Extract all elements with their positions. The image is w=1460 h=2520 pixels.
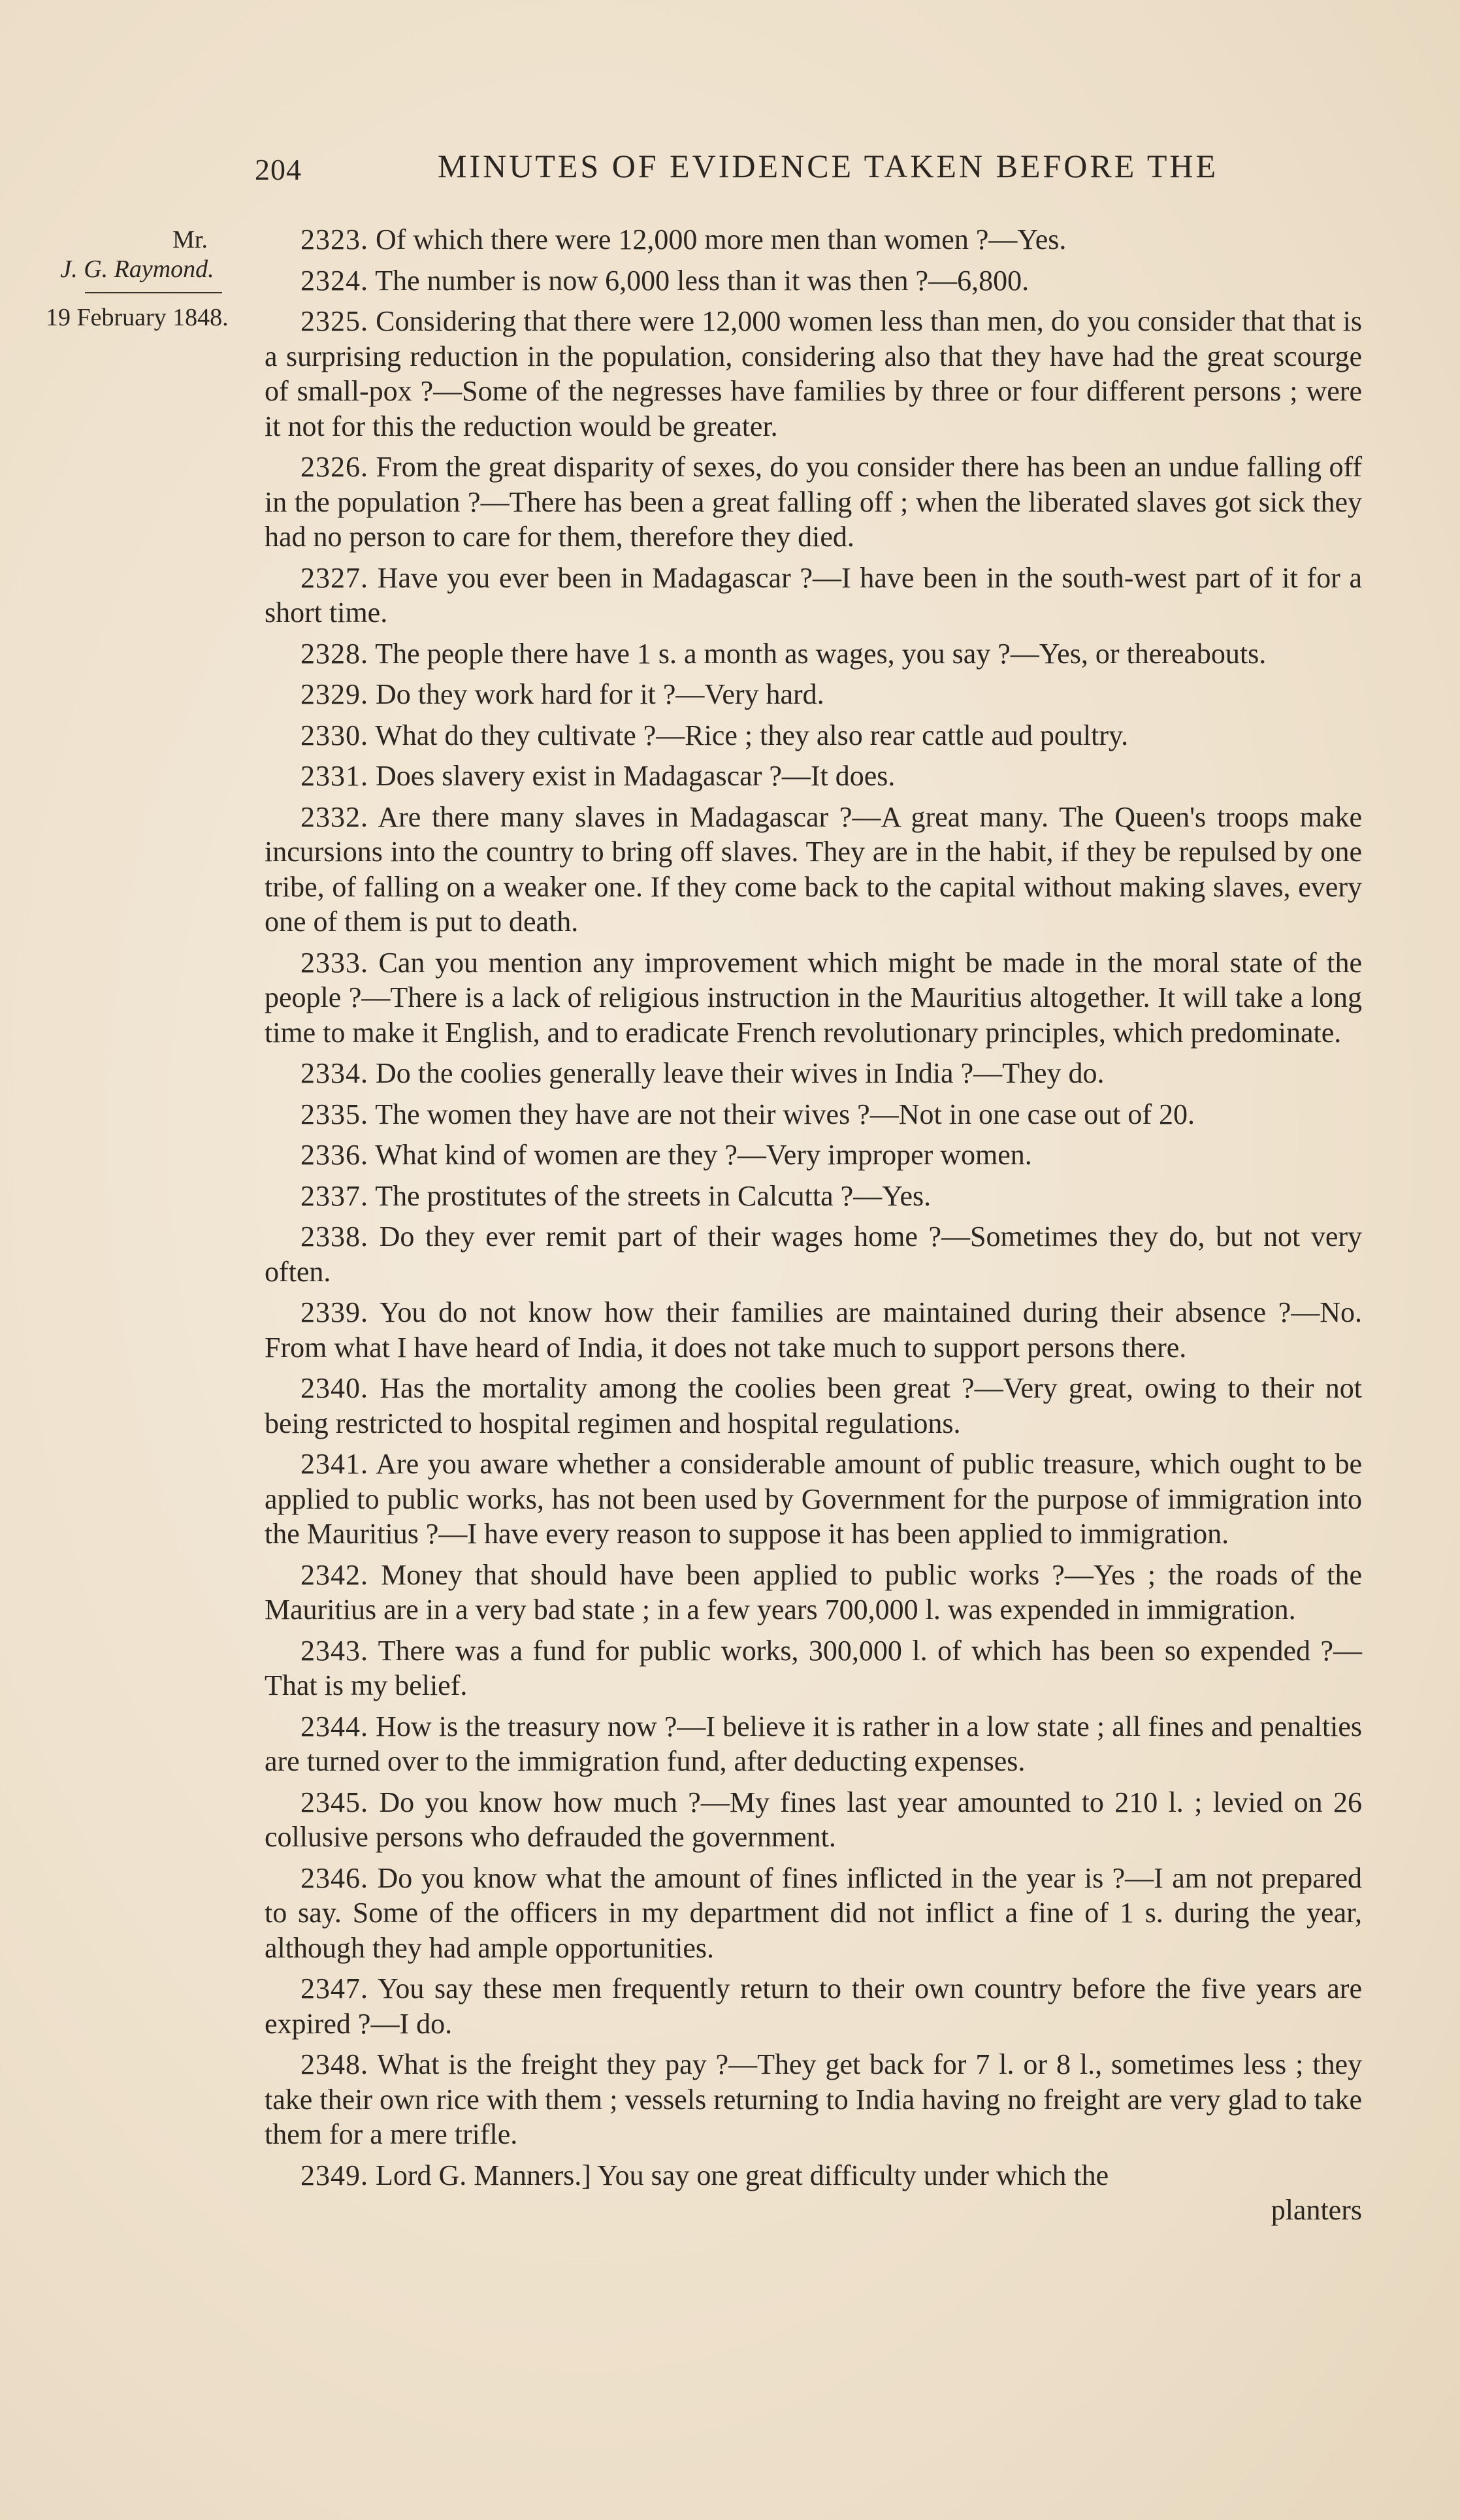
question-number: 2324. — [300, 264, 368, 297]
question-paragraph — [265, 759, 1362, 794]
question-number: 2327. — [300, 561, 368, 594]
witness-name: J. G. Raymond. — [60, 255, 214, 283]
question-number: 2328. — [300, 637, 368, 670]
question-text: Money that should have been applied to public works ?—Yes ; the roads of the Mauritius are in a very bad state ; in a few years 700,000 l. was expended in immigration. — [265, 1558, 1362, 1626]
question-paragraph — [265, 1137, 1362, 1173]
question-text: Are there many slaves in Madagascar ?—A great many. The Queen's troops make incursions into the country to bring off slaves. They are in the habit, if they be repulsed by one tribe, of falling on a weaker one. If they come back to the capital without making slaves, every one of them is put to death. — [265, 800, 1362, 938]
question-text: Do you know what the amount of fines inflicted in the year is ?—I am not prepared to say. Some of the officers in my department did not inflict a fine of 1 s. during the year, although they had ample opportunities. — [265, 1861, 1362, 1964]
question-paragraph — [265, 1371, 1362, 1441]
question-number: 2334. — [300, 1057, 368, 1089]
question-paragraph-final — [265, 2158, 1362, 2228]
question-number: 2332. — [300, 800, 368, 833]
question-text: Considering that there were 12,000 women less than men, do you consider that that is a surprising reduction in the population, considering also that they have had the great scourge of small-pox ?—Some of the negresses have families by three or four different persons ; were it not for this the reduction would be greater. — [265, 305, 1362, 442]
question-number: 2346. — [300, 1861, 368, 1894]
question-text: The people there have 1 s. a month as wages, you say ?—Yes, or thereabouts. — [375, 637, 1267, 670]
question-text: Of which there were 12,000 more men than women ?—Yes. — [376, 223, 1067, 255]
question-number: 2326. — [300, 451, 368, 483]
evidence-date: 19 February 1848. — [46, 304, 229, 331]
question-text: Do the coolies generally leave their wives in India ?—They do. — [376, 1057, 1105, 1089]
question-paragraph — [265, 800, 1362, 940]
question-number: 2325. — [300, 305, 368, 337]
question-text: There was a fund for public works, 300,000 l. of which has been so expended ?—That is my belief. — [265, 1634, 1362, 1701]
question-text: You say these men frequently return to their own country before the five years are expired ?—I do. — [265, 1972, 1362, 2040]
question-number: 2349. — [300, 2159, 368, 2191]
question-number: 2335. — [300, 1098, 368, 1130]
question-number: 2344. — [300, 1710, 368, 1743]
question-number: 2343. — [300, 1634, 368, 1667]
question-text: You say one great difficulty under which the — [597, 2159, 1109, 2191]
question-paragraph — [265, 1447, 1362, 1552]
question-text: What is the freight they pay ?—They get back for 7 l. or 8 l., sometimes less ; they take their own rice with them ; vessels returning to India having no freight are very glad to take them for a mere trifle. — [265, 2048, 1362, 2150]
question-paragraph — [265, 1056, 1362, 1091]
question-number: 2345. — [300, 1786, 368, 1818]
question-paragraph — [265, 1971, 1362, 2041]
witness-title: Mr. — [172, 226, 208, 254]
question-paragraph — [265, 304, 1362, 444]
question-paragraph — [265, 1219, 1362, 1289]
question-paragraph — [265, 450, 1362, 555]
question-paragraph — [265, 222, 1362, 257]
question-paragraph — [265, 1785, 1362, 1855]
question-text: Have you ever been in Madagascar ?—I have been in the south-west part of it for a short time. — [265, 561, 1362, 629]
question-text: Has the mortality among the coolies been great ?—Very great, owing to their not being restricted to hospital regimen and hospital regulations. — [265, 1372, 1363, 1439]
question-text: The number is now 6,000 less than it was then ?—6,800. — [375, 264, 1030, 297]
question-number: 2338. — [300, 1220, 368, 1252]
question-text: Do they ever remit part of their wages home ?—Sometimes they do, but not very often. — [265, 1220, 1362, 1288]
running-head: MINUTES OF EVIDENCE TAKEN BEFORE THE — [438, 148, 1219, 184]
question-paragraph — [265, 677, 1362, 712]
question-text: What do they cultivate ?—Rice ; they also rear cattle aud poultry. — [375, 719, 1129, 751]
question-number: 2330. — [300, 719, 368, 751]
question-text: What kind of women are they ?—Very improper women. — [375, 1139, 1032, 1171]
question-number: 2323. — [300, 223, 368, 255]
question-text: Can you mention any improvement which might be made in the moral state of the people ?—There is a lack of religious instruction in the Mauritius altogether. It will take a long time to make it English, and to eradicate French revolutionary principles, which predominate. — [265, 946, 1362, 1049]
question-text: From the great disparity of sexes, do you consider there has been an undue falling off in the population ?—There has been a great falling off ; when the liberated slaves got sick they had no person to care for them, therefore they died. — [265, 451, 1362, 553]
question-number: 2337. — [300, 1179, 368, 1212]
question-paragraph — [265, 2047, 1362, 2152]
margin-note — [26, 225, 248, 333]
questioner-name: Lord G. Manners.] — [376, 2159, 591, 2191]
question-paragraph — [265, 945, 1362, 1051]
page-header — [255, 147, 1365, 193]
question-text: Are you aware whether a considerable amount of public treasure, which ought to be applied to public works, has not been used by Government for the purpose of immigration into the Mauritius ?—I have every reason to suppose it has been applied to immigration. — [265, 1448, 1362, 1550]
question-paragraph — [265, 1709, 1362, 1779]
page-number: 204 — [255, 153, 302, 186]
question-text: Does slavery exist in Madagascar ?—It does. — [376, 760, 896, 792]
question-number: 2336. — [300, 1139, 368, 1171]
question-number: 2339. — [300, 1296, 368, 1328]
question-number: 2333. — [300, 946, 368, 979]
question-text: How is the treasury now ?—I believe it is rather in a low state ; all fines and penalties are turned over to the immigration fund, after deducting expenses. — [265, 1710, 1363, 1777]
question-paragraph — [265, 636, 1362, 672]
question-number: 2341. — [300, 1448, 368, 1480]
question-paragraph — [265, 263, 1362, 299]
question-number: 2340. — [300, 1372, 368, 1404]
question-paragraph — [265, 1633, 1362, 1703]
question-paragraph — [265, 1097, 1362, 1132]
question-number: 2331. — [300, 760, 368, 792]
question-paragraph — [265, 718, 1362, 753]
margin-divider — [85, 292, 222, 293]
question-text: Do you know how much ?—My fines last year amounted to 210 l. ; levied on 26 collusive persons who defrauded the government. — [265, 1786, 1363, 1853]
question-number: 2329. — [300, 678, 368, 710]
evidence-body — [265, 222, 1362, 2234]
question-paragraph — [265, 1295, 1362, 1365]
question-paragraph — [265, 1861, 1362, 1966]
question-text: The women they have are not their wives ?—Not in one case out of 20. — [375, 1098, 1195, 1130]
catchword: planters — [1271, 2194, 1362, 2226]
question-paragraph — [265, 561, 1362, 630]
question-text: The prostitutes of the streets in Calcutta ?—Yes. — [375, 1179, 932, 1212]
question-text: You do not know how their families are maintained during their absence ?—No. From what I have heard of India, it does not take much to support persons there. — [265, 1296, 1363, 1364]
question-text: Do they work hard for it ?—Very hard. — [376, 678, 824, 710]
question-number: 2348. — [300, 2048, 368, 2080]
question-paragraph — [265, 1558, 1362, 1628]
question-number: 2347. — [300, 1972, 368, 2005]
question-number: 2342. — [300, 1558, 368, 1591]
question-paragraph — [265, 1179, 1362, 1214]
